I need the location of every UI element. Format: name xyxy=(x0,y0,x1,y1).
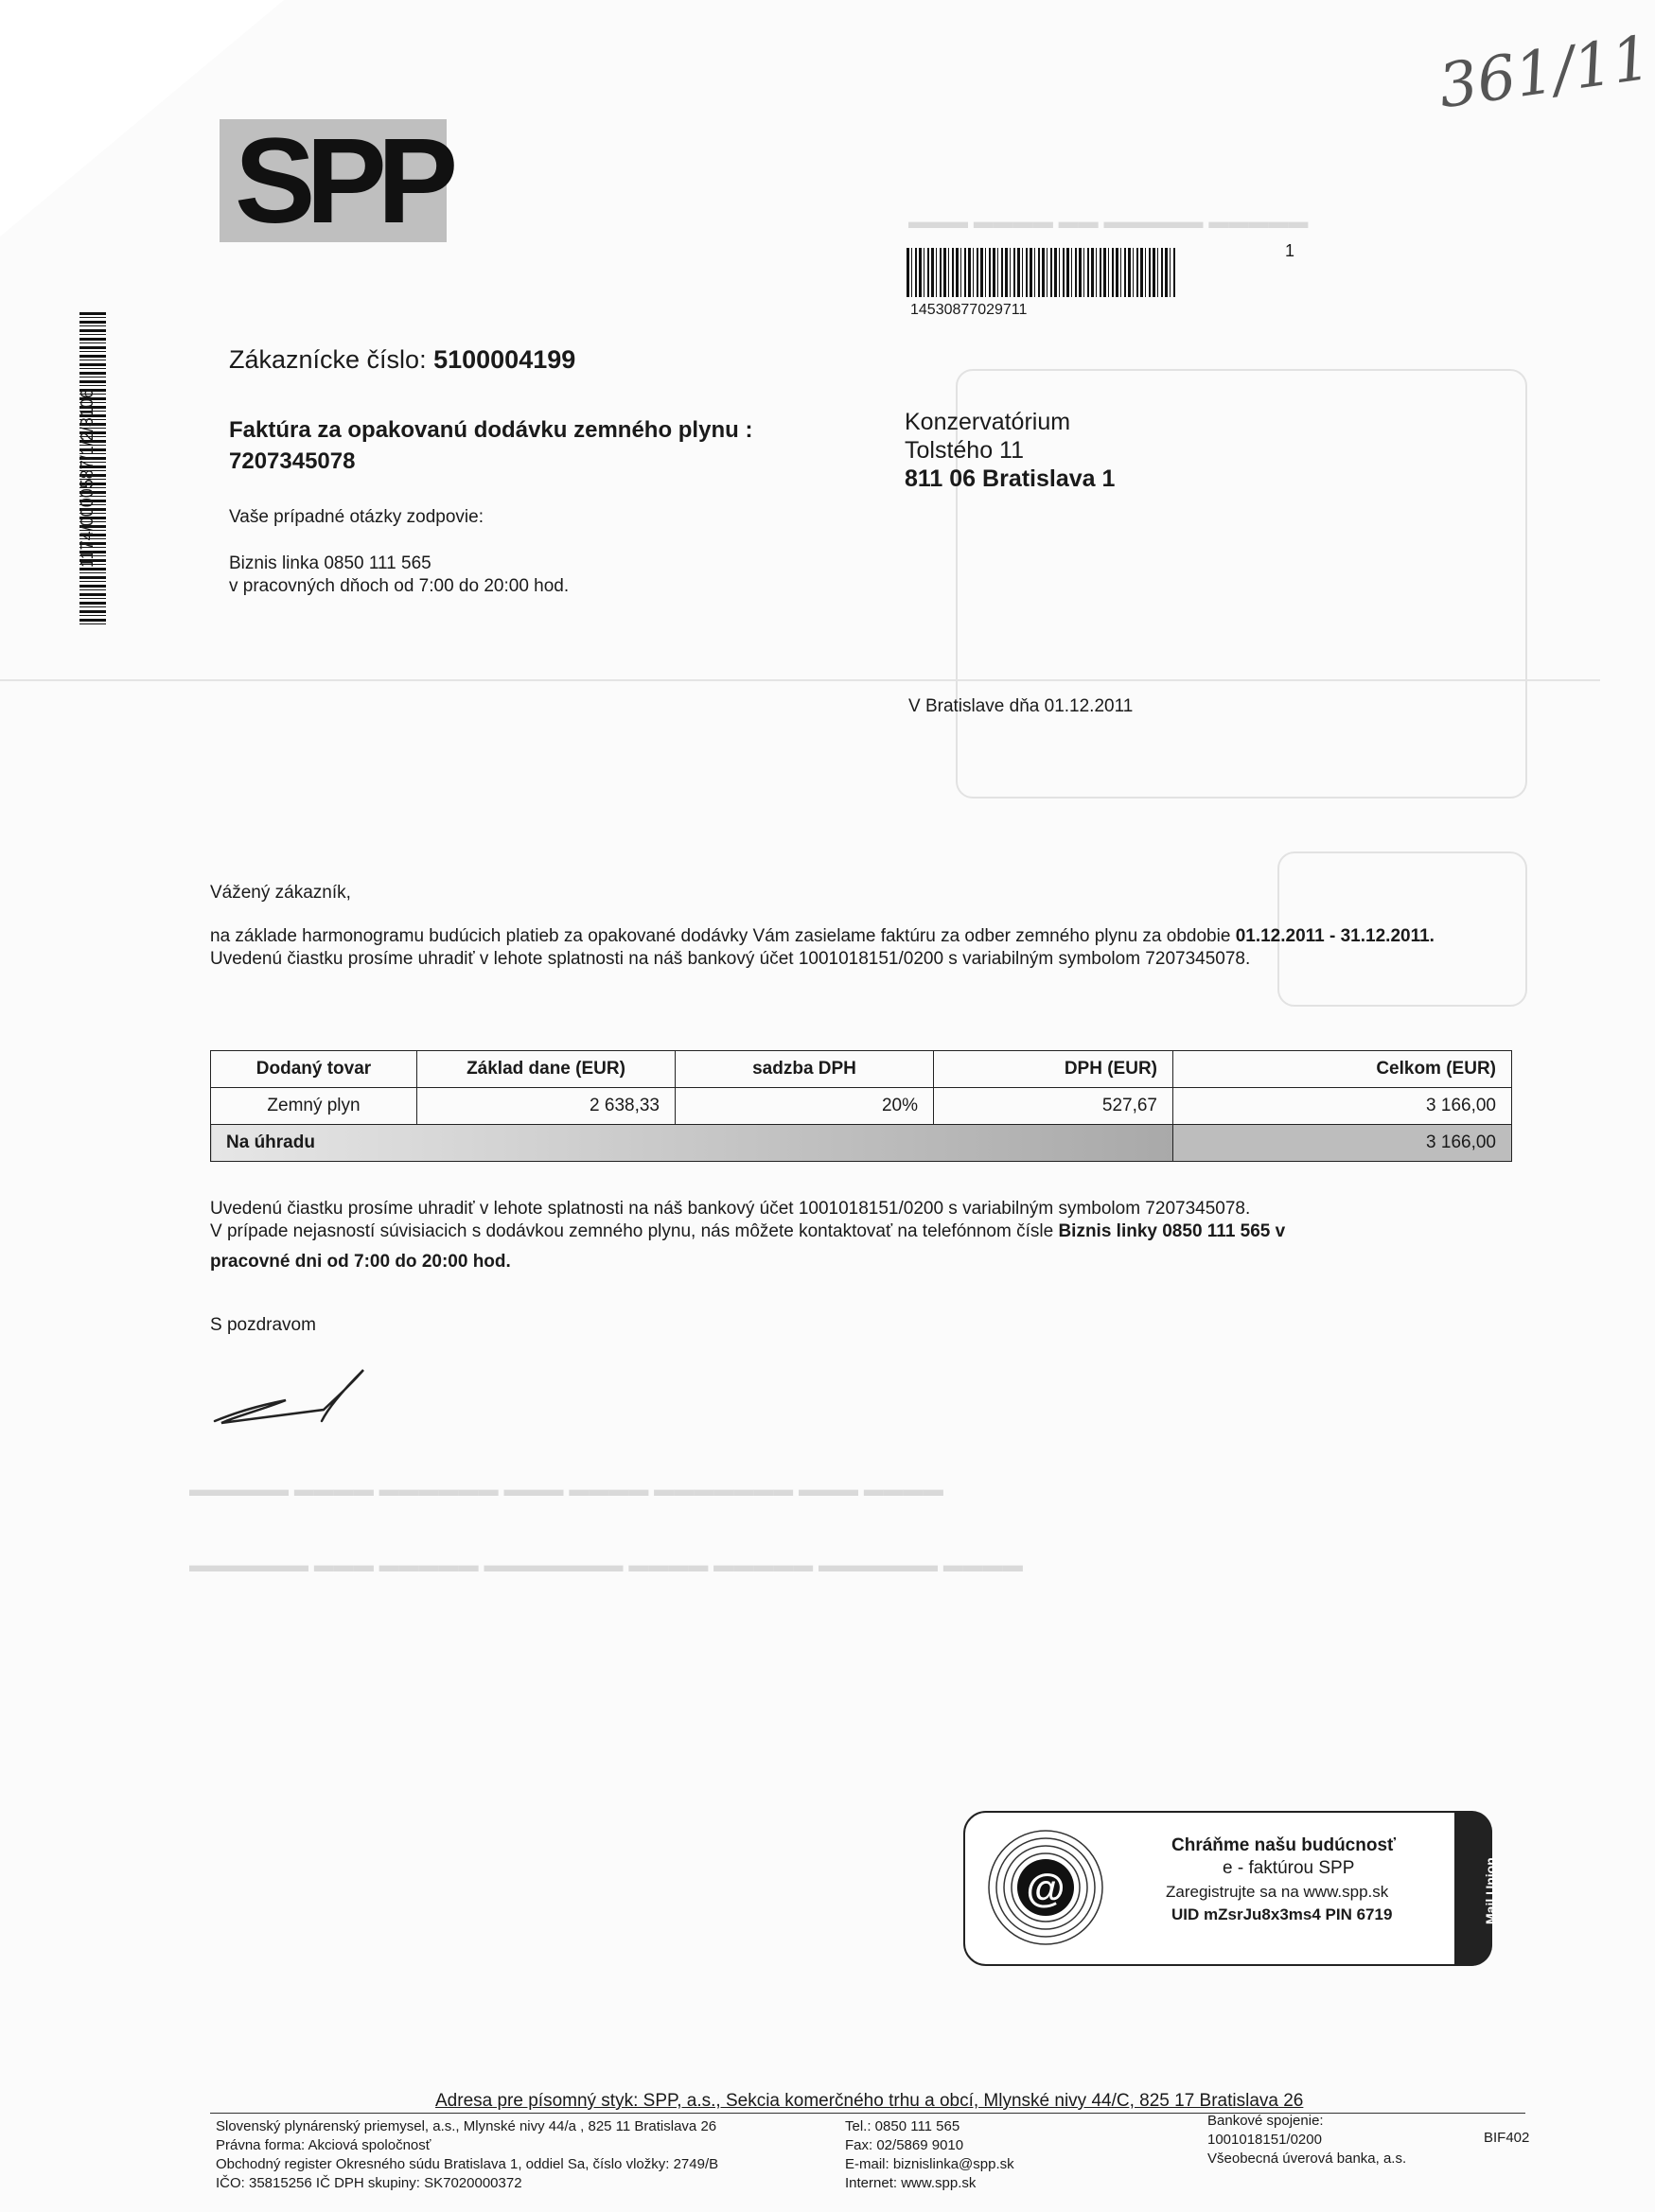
handwritten-note: 361/11 xyxy=(1434,23,1655,123)
amount-due-value: 3 166,00 xyxy=(1173,1125,1512,1162)
invoice-number: 7207345078 xyxy=(229,448,356,474)
closing-paragraph xyxy=(210,1198,1516,1273)
footer-company xyxy=(216,2117,718,2193)
footer-bank-line: Bankové spojenie: xyxy=(1207,2113,1324,2129)
col-header-vat-rate: sadzba DPH xyxy=(676,1051,934,1088)
cell-total: 3 166,00 xyxy=(1173,1088,1512,1125)
contact-hours: pracovné dni od 7:00 do 20:00 hod. xyxy=(210,1252,511,1272)
payment-instruction: Uvedenú čiastku prosíme uhradiť v lehote splatnosti na náš bankový účet 1001018151/0200 s variabilným symbolom 7207345078. xyxy=(210,949,1251,969)
footer-contact-line: E-mail: biznislinka@spp.sk xyxy=(845,2156,1014,2172)
recipient-name: Konzervatórium xyxy=(905,409,1071,435)
footer-company-line: Slovenský plynárenský priemysel, a.s., Mlynské nivy 44/a , 825 11 Bratislava 26 xyxy=(216,2118,717,2134)
footer-company-line: Právna forma: Akciová spoločnosť xyxy=(216,2137,431,2153)
footer-contact-line: Internet: www.spp.sk xyxy=(845,2175,977,2191)
business-hours: v pracovných dňoch od 7:00 do 20:00 hod. xyxy=(229,576,570,596)
show-through-text: ▬▬▬▬▬▬ ▬▬▬ ▬▬▬▬▬ ▬▬▬▬▬▬▬ ▬▬▬▬ ▬▬▬▬▬ ▬▬▬▬▬▬ ▬▬▬▬ xyxy=(189,1554,1023,1576)
barcode xyxy=(907,248,1176,297)
show-through-text: ▬▬▬▬▬ ▬▬▬▬ ▬▬▬▬▬▬ ▬▬▬ ▬▬▬▬ ▬▬▬▬▬▬▬ ▬▬▬ ▬▬▬▬ xyxy=(189,1479,943,1501)
col-header-goods: Dodaný tovar xyxy=(211,1051,417,1088)
invoice-title xyxy=(229,414,752,477)
footer-form-code: BIF402 xyxy=(1484,2130,1530,2146)
promo-title: Chráňme našu budúcnosť xyxy=(1171,1835,1397,1855)
promo-register: Zaregistrujte sa na www.spp.sk xyxy=(1166,1883,1389,1901)
amount-due-label: Na úhradu xyxy=(211,1125,1173,1162)
business-line: Biznis linka 0850 111 565 xyxy=(229,553,431,573)
footer-bank-line: Všeobecná úverová banka, a.s. xyxy=(1207,2151,1407,2167)
svg-text:@: @ xyxy=(1026,1866,1065,1910)
recipient-city: 811 06 Bratislava 1 xyxy=(905,465,1116,492)
footer-contacts xyxy=(845,2117,1014,2193)
sunflower-at-icon xyxy=(984,1826,1107,1949)
contact-sentence-bold: Biznis linky 0850 111 565 v xyxy=(1058,1221,1286,1241)
customer-number: 5100004199 xyxy=(433,345,576,374)
cell-tax-base: 2 638,33 xyxy=(417,1088,676,1125)
footer-company-line: Obchodný register Okresného súdu Bratislava 1, oddiel Sa, číslo vložky: 2749/B xyxy=(216,2156,719,2172)
questions-label: Vaše prípadné otázky zodpovie: xyxy=(229,507,484,527)
customer-number-line xyxy=(229,345,575,375)
footer-bank xyxy=(1207,2112,1406,2168)
cell-goods: Zemný plyn xyxy=(211,1088,417,1125)
invoice-table xyxy=(210,1050,1512,1162)
recipient-street: Tolstého 11 xyxy=(905,437,1025,464)
cell-vat: 527,67 xyxy=(934,1088,1173,1125)
sign-off: S pozdravom xyxy=(210,1315,316,1335)
mail-union-badge xyxy=(1454,1811,1498,1966)
footer-contact-line: Tel.: 0850 111 565 xyxy=(845,2118,960,2134)
col-header-total: Celkom (EUR) xyxy=(1173,1051,1512,1088)
greeting: Vážený zákazník, xyxy=(210,883,351,903)
cell-vat-rate: 20% xyxy=(676,1088,934,1125)
table-header-row xyxy=(211,1051,1512,1088)
intro-paragraph xyxy=(210,925,1516,971)
barcode-number: 14530877029711 xyxy=(910,302,1028,318)
billing-period: 01.12.2011 - 31.12.2011. xyxy=(1235,926,1435,946)
page-number: 1 xyxy=(1285,241,1295,260)
footer-bank-line: 1001018151/0200 xyxy=(1207,2132,1322,2148)
payment-instruction-repeat: Uvedenú čiastku prosíme uhradiť v lehote splatnosti na náš bankový účet 1001018151/0200 s variabilným symbolom 7207345078. xyxy=(210,1199,1251,1219)
contact-sentence xyxy=(210,1220,1516,1243)
intro-text: na základe harmonogramu budúcich platieb za opakované dodávky Vám zasielame faktúru za odber zemného plynu za obdobie xyxy=(210,926,1236,946)
fold-line xyxy=(0,679,1600,681)
promo-uid: UID mZsrJu8x3ms4 PIN 6719 xyxy=(1171,1905,1393,1923)
postal-address: Adresa pre písomný styk: SPP, a.s., Sekcia komerčného trhu a obcí, Mlynské nivy 44/C, 825 17 Bratislava 26 xyxy=(435,2091,1304,2111)
e-invoice-promo xyxy=(963,1811,1498,1966)
footer-company-line: IČO: 35815256 IČ DPH skupiny: SK7020000372 xyxy=(216,2175,522,2191)
date-line: V Bratislave dňa 01.12.2011 xyxy=(908,696,1134,716)
invoice-title-text: Faktúra za opakovanú dodávku zemného plynu : xyxy=(229,417,753,443)
spp-logo: SPP xyxy=(220,119,447,242)
col-header-vat: DPH (EUR) xyxy=(934,1051,1173,1088)
amount-due-row xyxy=(211,1125,1512,1162)
side-code: 1174/0000587/1/2/3106 xyxy=(78,389,97,568)
signature xyxy=(210,1362,380,1438)
contact-sentence-text: V prípade nejasností súvisiacich s dodávkou zemného plynu, nás môžete kontaktovať na telefónnom čísle xyxy=(210,1221,1059,1241)
footer-contact-line: Fax: 02/5869 9010 xyxy=(845,2137,964,2153)
show-through-text: ▬▬▬ ▬▬▬▬ ▬▬ ▬▬▬▬▬ ▬▬▬▬▬ xyxy=(908,211,1309,233)
mail-union-text: Mail Union xyxy=(1483,1857,1498,1924)
col-header-tax-base: Základ dane (EUR) xyxy=(417,1051,676,1088)
table-row xyxy=(211,1088,1512,1125)
customer-number-label: Zákaznícke číslo: xyxy=(229,345,427,374)
promo-subtitle: e - faktúrou SPP xyxy=(1223,1858,1355,1878)
recipient-address xyxy=(905,408,1115,493)
contact-info xyxy=(229,553,569,598)
